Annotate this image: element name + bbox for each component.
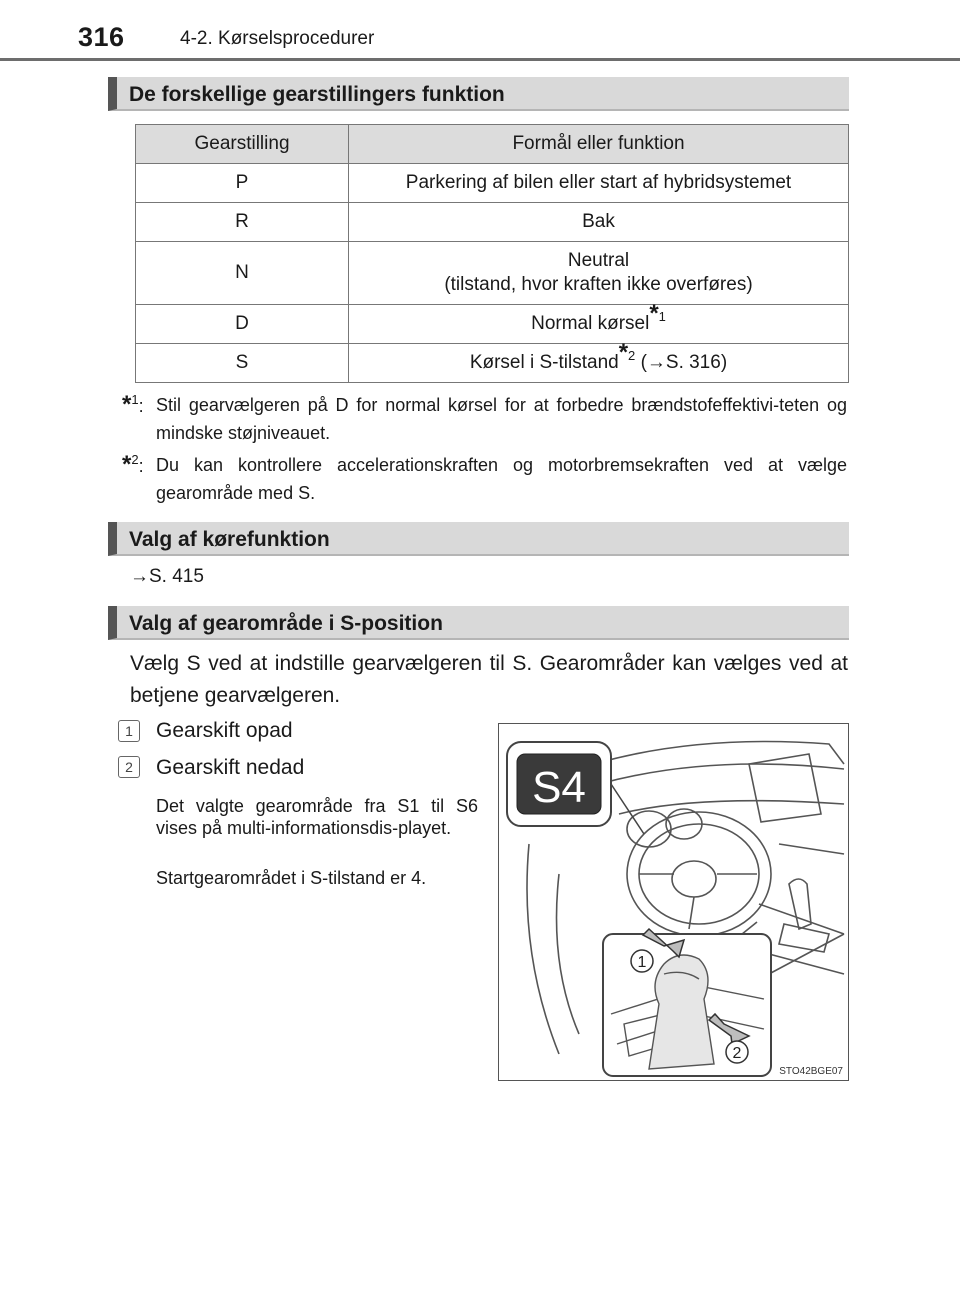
s-position-paragraph: Vælg S ved at indstille gearvælgeren til S. Gearområder kan vælges ved at betjene gearvælgeren. <box>130 652 848 707</box>
table-row <box>136 242 849 305</box>
section-heading-s-position <box>108 606 849 640</box>
footnote-2 <box>122 451 847 507</box>
gear-table <box>135 124 849 383</box>
function-line: (tilstand, hvor kraften ikke overføres) <box>444 274 753 295</box>
table-header-cell: Formål eller funktion <box>349 125 849 164</box>
step-number-badge: 1 <box>118 720 140 742</box>
function-text: Normal kørsel <box>531 313 650 334</box>
footnote-1 <box>122 391 847 447</box>
step-label: Gearskift nedad <box>156 756 305 779</box>
gear-cell: N <box>136 242 349 305</box>
table-row <box>136 305 849 344</box>
gear-cell: P <box>136 164 349 203</box>
table-header-cell: Gearstilling <box>136 125 349 164</box>
function-cell: Bak <box>349 203 849 242</box>
gear-cell: D <box>136 305 349 344</box>
note-star: * <box>618 339 629 366</box>
note-ref <box>649 300 666 327</box>
section-heading-text: De forskellige gearstillingers funktion <box>129 83 505 106</box>
footnote-text: Stil gearvælgeren på D for normal kørsel for at forbedre brændstofeffektivi-teten og mindske støjniveauet. <box>156 395 847 443</box>
table-row <box>136 203 849 242</box>
function-text: Kørsel i S-tilstand <box>469 352 619 373</box>
table-row <box>136 344 849 383</box>
gear-cell: S <box>136 344 349 383</box>
gear-cell: R <box>136 203 349 242</box>
footnote-number: 1 <box>131 392 139 407</box>
footnote-star: * <box>122 451 132 478</box>
section-heading-gear-functions <box>108 77 849 111</box>
section-heading-text: Valg af gearområde i S-position <box>129 612 443 635</box>
section-heading-text: Valg af kørefunktion <box>129 528 330 551</box>
display-readout: S4 <box>532 763 586 812</box>
chapter-title: 4-2. Kørselsprocedurer <box>180 28 375 49</box>
note-text: Startgearområdet i S-tilstand er 4. <box>156 868 427 888</box>
function-cell <box>349 339 849 383</box>
footnote-number: 2 <box>131 452 139 467</box>
page-number: 316 <box>78 22 125 52</box>
illustration-drawing <box>499 724 849 1081</box>
footnote-colon: : <box>138 456 144 476</box>
note-text: Det valgte gearområde fra S1 til S6 vises på multi-informationsdis-playet. <box>156 796 478 838</box>
gear-shift-illustration <box>498 723 849 1081</box>
step-label: Gearskift opad <box>156 719 293 742</box>
callout-number: 1 <box>637 954 647 971</box>
footnote-mark <box>122 391 144 420</box>
step-number-badge: 2 <box>118 756 140 778</box>
page-reference: (→S. 316) <box>640 352 728 373</box>
illustration-code: STO42BGE07 <box>779 1066 843 1077</box>
table-row <box>136 164 849 203</box>
note-ref-number: 1 <box>658 309 666 324</box>
function-cell <box>349 300 849 344</box>
section-heading-drive-mode <box>108 522 849 556</box>
page-reference-link[interactable]: →S. 415 <box>130 566 204 587</box>
table-header-row <box>136 125 849 164</box>
footnote-colon: : <box>138 396 144 416</box>
footnote-text: Du kan kontrollere accelerationskraften og motorbremsekraften ved at vælge gearområde med S. <box>156 455 847 503</box>
note-ref <box>618 339 636 366</box>
callout-number: 2 <box>732 1045 742 1062</box>
footnote-mark <box>122 451 144 480</box>
function-line: Neutral <box>567 250 630 271</box>
note-ref-number: 2 <box>628 348 636 363</box>
note-star: * <box>649 300 659 327</box>
function-cell <box>349 242 849 305</box>
function-cell: Parkering af bilen eller start af hybridsystemet <box>349 164 849 203</box>
header-rule <box>0 58 960 61</box>
footnote-star: * <box>122 391 132 418</box>
